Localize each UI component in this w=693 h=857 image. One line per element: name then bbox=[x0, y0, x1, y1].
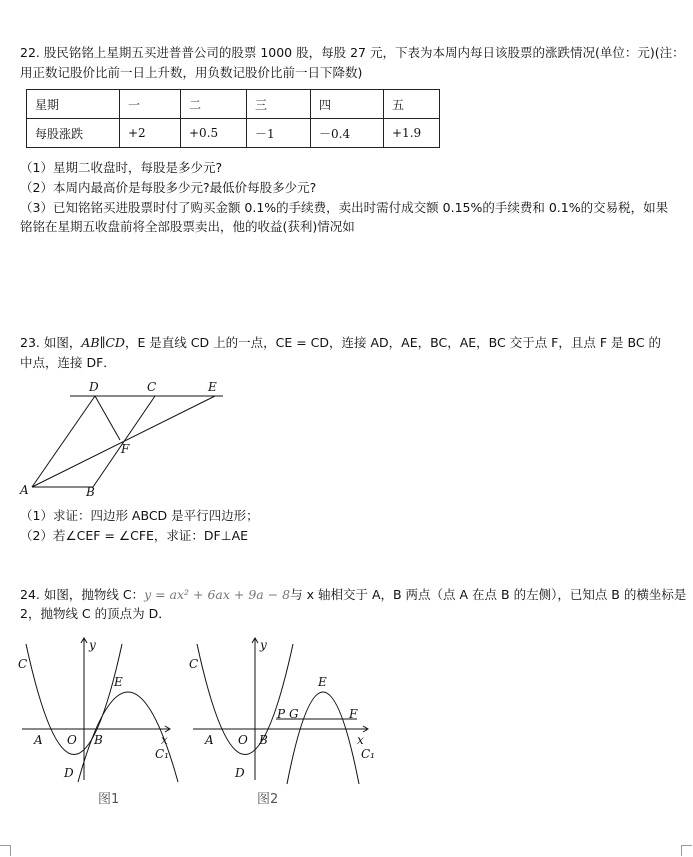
q22-sub3-line1: （3）已知铭铭买进股票时付了购买金额 0.1%的手续费，卖出时需付成交额 0.15%的手续费和 0.1%的交易税，如果 bbox=[20, 200, 669, 215]
q23-sub1: （1）求证：四边形 ABCD 是平行四边形； bbox=[20, 508, 259, 523]
point-label-f: F bbox=[121, 442, 130, 456]
point-label-e: E bbox=[208, 380, 217, 394]
q24-line2: 2，抛物线 C 的顶点为 D． bbox=[20, 606, 171, 621]
fig1-label-c: C bbox=[18, 657, 28, 671]
fig2-label-x: x bbox=[357, 733, 364, 747]
point-label-a: A bbox=[20, 483, 29, 497]
fig1-label-o: O bbox=[67, 733, 77, 747]
q24-parabola-formula: y = ax² + 6ax + 9a − 8 bbox=[144, 587, 291, 602]
point-label-c: C bbox=[147, 380, 157, 394]
q22-line2: 用正数记股价比前一日上升数，用负数记股价比前一日下降数) bbox=[20, 65, 363, 80]
table-cell: 每股涨跌 bbox=[27, 119, 120, 148]
table-cell: +1.9 bbox=[384, 119, 440, 148]
fig2-label-e: E bbox=[318, 675, 327, 689]
table-cell: 五 bbox=[384, 90, 440, 119]
table-cell: 一 bbox=[120, 90, 181, 119]
fig1-label-x: x bbox=[161, 733, 168, 747]
q23-sub2: （2）若∠CEF = ∠CFE，求证：DF⊥AE bbox=[20, 528, 249, 543]
table-cell: －1 bbox=[247, 119, 311, 148]
fig1-label-c1: C₁ bbox=[155, 747, 169, 761]
fig2-label-g: G bbox=[289, 707, 299, 721]
fig1-label-b: B bbox=[94, 733, 103, 747]
q22-sub2: （2）本周内最高价是每股多少元?最低价每股多少元? bbox=[20, 180, 317, 195]
fig2-label-y: y bbox=[260, 638, 267, 652]
fig2-label-d: D bbox=[235, 766, 245, 780]
table-cell: 三 bbox=[247, 90, 311, 119]
table-cell: +2 bbox=[120, 119, 181, 148]
point-label-d: D bbox=[89, 380, 99, 394]
q24-line1 bbox=[20, 586, 686, 604]
point-label-b: B bbox=[86, 485, 95, 499]
table-cell: 四 bbox=[311, 90, 384, 119]
fig2-label-o: O bbox=[238, 733, 248, 747]
crop-mark-bottom-left bbox=[0, 845, 11, 856]
fig2-label-a: A bbox=[205, 733, 214, 747]
table-cell: －0.4 bbox=[311, 119, 384, 148]
fig2-label-c1: C₁ bbox=[361, 747, 375, 761]
fig1-label-d: D bbox=[64, 766, 74, 780]
q23-line2: 中点，连接 DF． bbox=[20, 355, 116, 370]
table-cell: 二 bbox=[181, 90, 247, 119]
q24-figure-1 bbox=[14, 634, 179, 814]
fig1-caption: 图1 bbox=[98, 792, 120, 807]
q22-sub1: （1）星期二收盘时，每股是多少元? bbox=[20, 160, 223, 175]
fig2-label-f: F bbox=[349, 707, 358, 721]
fig2-label-b: B bbox=[259, 733, 268, 747]
q22-sub3-line2: 铭铭在星期五收盘前将全部股票卖出，他的收益(获利)情况如 bbox=[20, 219, 355, 234]
q23-figure bbox=[18, 378, 233, 500]
q24-line1-a: 24. 如图，抛物线 C： bbox=[20, 587, 145, 602]
table-row bbox=[27, 90, 440, 119]
q24-figure-2 bbox=[185, 634, 375, 814]
fig2-label-c: C bbox=[189, 657, 199, 671]
q23-line1-a: 23. 如图， bbox=[20, 335, 82, 350]
q24-line1-c: 与 x 轴相交于 A，B 两点（点 A 在点 B 的左侧），已知点 B 的横坐标是 bbox=[290, 587, 687, 602]
q23-parallel-formula: AB∥CD bbox=[81, 335, 125, 350]
fig1-label-e: E bbox=[114, 675, 123, 689]
table-cell: 星期 bbox=[27, 90, 120, 119]
fig2-label-p: P bbox=[277, 707, 286, 721]
q23-line1-c: ，E 是直线 CD 上的一点，CE = CD，连接 AD，AE，BC，AE，BC 交于点 F，且点 F 是 BC 的 bbox=[124, 335, 662, 350]
fig2-caption: 图2 bbox=[257, 792, 279, 807]
fig1-label-y: y bbox=[89, 638, 96, 652]
fig1-label-a: A bbox=[34, 733, 43, 747]
q22-stock-table bbox=[26, 89, 440, 148]
crop-mark-bottom-right bbox=[681, 845, 692, 856]
q22-line1: 22. 股民铭铭上星期五买进普普公司的股票 1000 股，每股 27 元，下表为本周内每日该股票的涨跌情况(单位：元)(注： bbox=[20, 45, 685, 60]
table-row bbox=[27, 119, 440, 148]
q23-line1 bbox=[20, 334, 661, 352]
table-cell: +0.5 bbox=[181, 119, 247, 148]
